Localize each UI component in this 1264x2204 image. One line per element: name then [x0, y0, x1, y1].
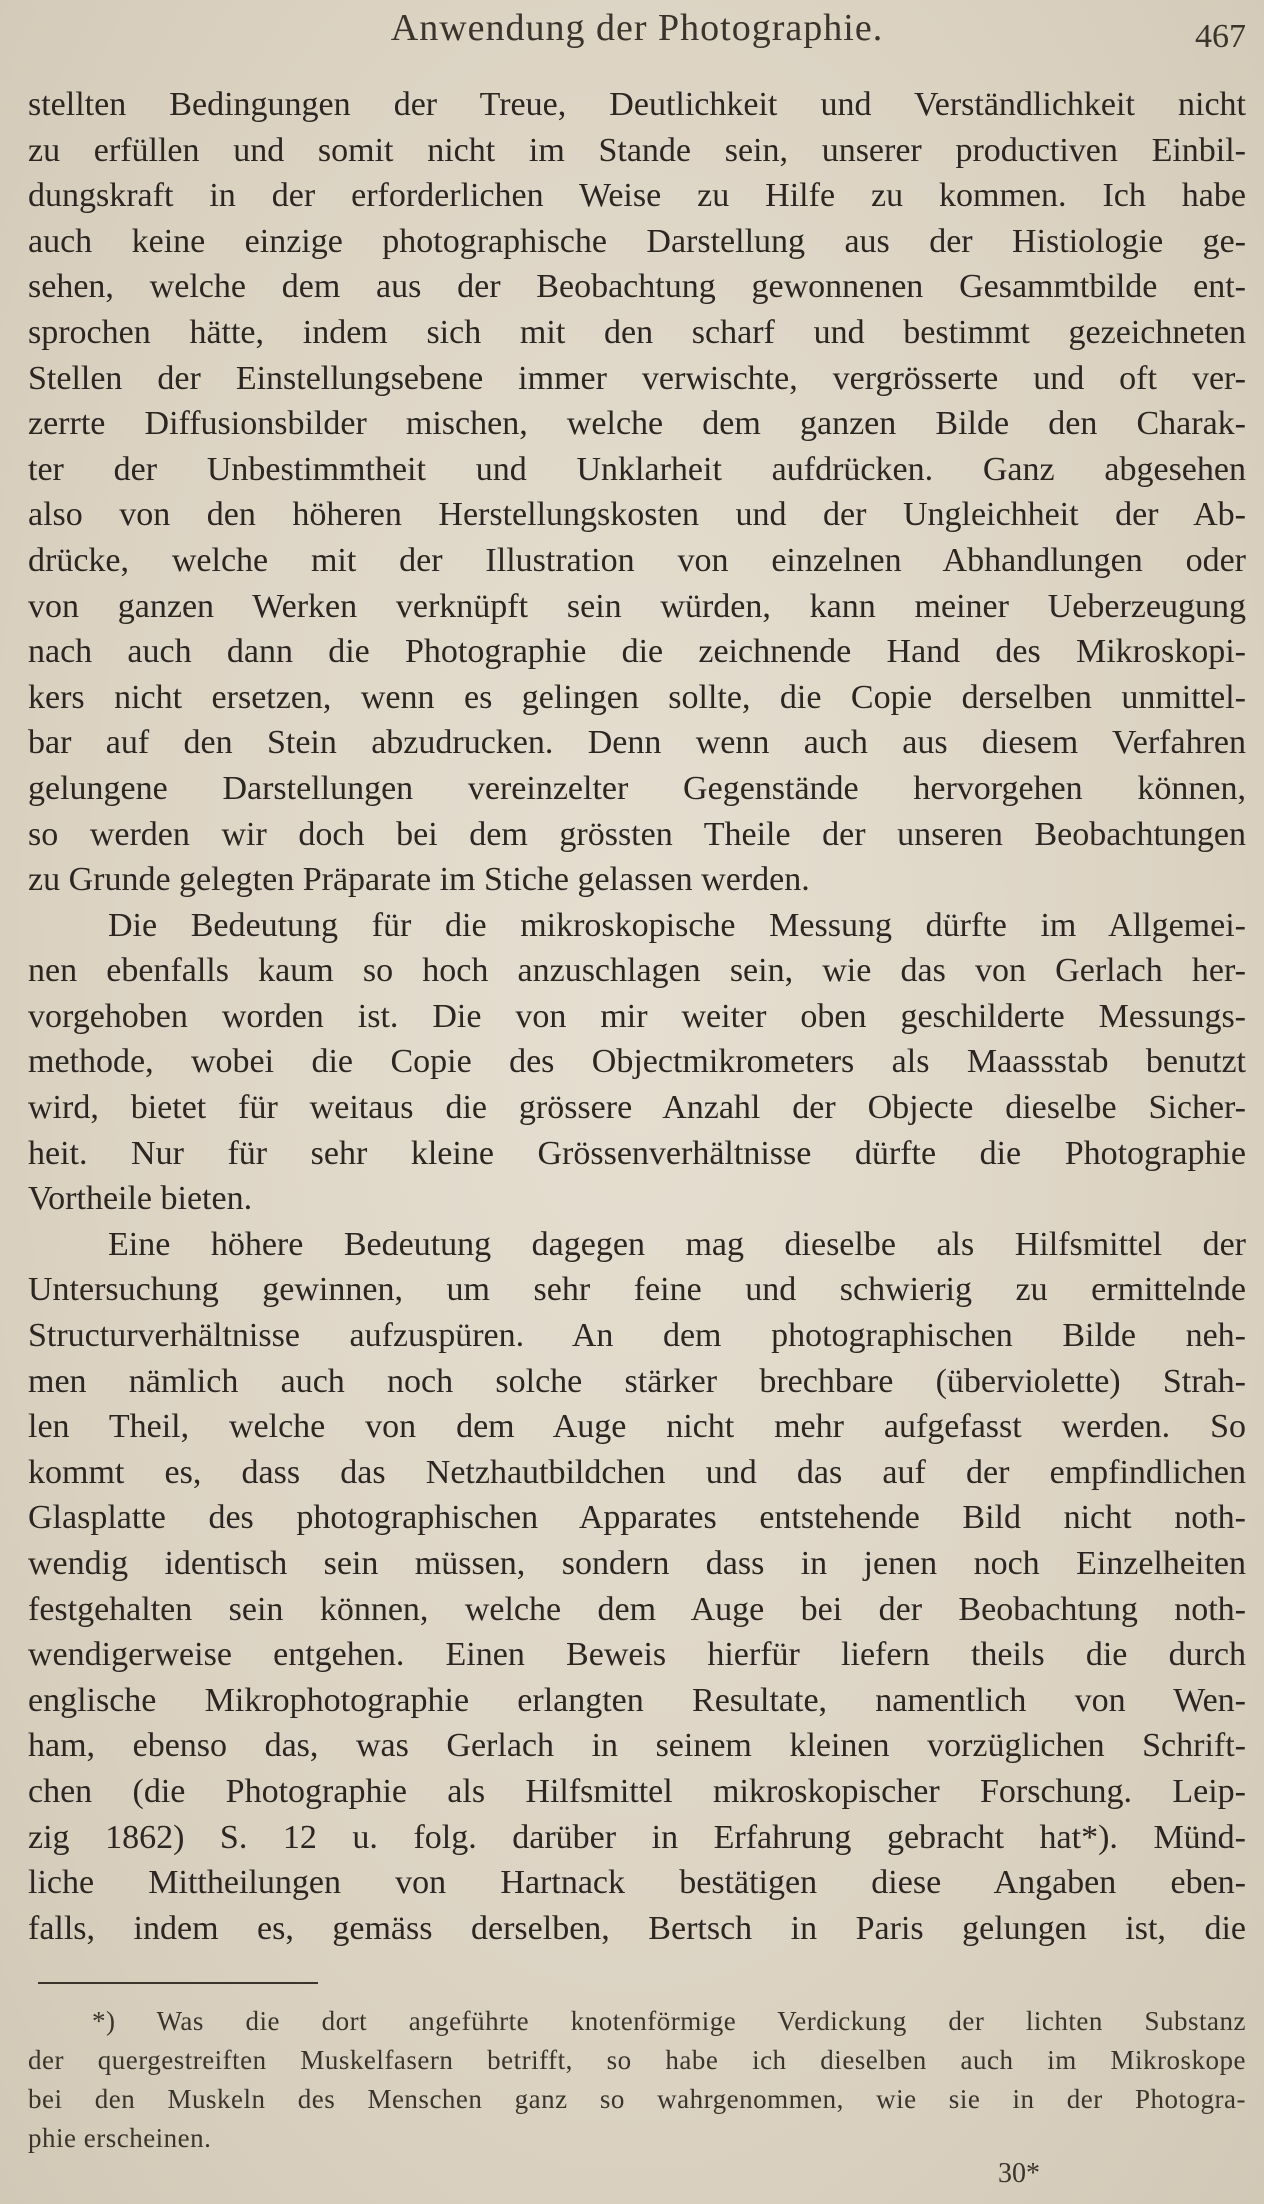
text-line: wendigerweise entgehen. Einen Beweis hierfür liefern theils die durch — [28, 1636, 1246, 1674]
text-line: zu erfüllen und somit nicht im Stande sein, unserer productiven Einbil- — [28, 131, 1246, 169]
footnote-line: phie erscheinen. — [28, 2123, 212, 2153]
text-line: sprochen hätte, indem sich mit den scharf und bestimmt gezeichneten — [28, 313, 1246, 351]
page-header — [28, 6, 1246, 66]
body-text — [28, 82, 1246, 1951]
text-line: wendig identisch sein müssen, sondern dass in jenen noch Einzelheiten — [28, 1545, 1246, 1582]
text-line: ter der Unbestimmtheit und Unklarheit aufdrücken. Ganz abgesehen — [28, 450, 1246, 488]
book-page — [28, 0, 1246, 2204]
text-line: kers nicht ersetzen, wenn es gelingen sollte, die Copie derselben unmittel- — [28, 678, 1246, 716]
text-line: also von den höheren Herstellungskosten und der Ungleichheit der Ab- — [28, 496, 1246, 534]
text-line: Structurverhältnisse aufzuspüren. An dem photographischen Bilde neh- — [28, 1317, 1246, 1355]
text-line: sehen, welche dem aus der Beobachtung gewonnenen Gesammtbilde ent- — [28, 268, 1246, 306]
footnote-line: der quergestreiften Muskelfasern betrifft, so habe ich dieselben auch im Mikroskope — [28, 2045, 1246, 2075]
text-line: nen ebenfalls kaum so hoch anzuschlagen sein, wie das von Gerlach her- — [28, 952, 1246, 990]
paragraph-end-line: zu Grunde gelegten Präparate im Stiche gelassen werden. — [28, 861, 810, 899]
paragraph-end-line: Vortheile bieten. — [28, 1180, 253, 1218]
text-line: liche Mittheilungen von Hartnack bestätigen diese Angaben eben- — [28, 1864, 1246, 1902]
signature-mark: 30* — [998, 2158, 1040, 2189]
text-line: methode, wobei die Copie des Objectmikrometers als Maassstab benutzt — [28, 1043, 1246, 1081]
text-line: auch keine einzige photographische Darstellung aus der Histiologie ge- — [28, 222, 1246, 260]
text-line: von ganzen Werken verknüpft sein würden, kann meiner Ueberzeugung — [28, 587, 1246, 625]
text-line: Glasplatte des photographischen Apparates entstehende Bild nicht noth- — [28, 1499, 1246, 1537]
text-line: Stellen der Einstellungsebene immer verwischte, vergrösserte und oft ver- — [28, 359, 1246, 397]
text-line: ham, ebenso das, was Gerlach in seinem kleinen vorzüglichen Schrift- — [28, 1727, 1246, 1765]
footnote-line: bei den Muskeln des Menschen ganz so wahrgenommen, wie sie in der Photogra- — [28, 2084, 1246, 2114]
footnote-divider — [38, 1982, 318, 1984]
text-line: Untersuchung gewinnen, um sehr feine und schwierig zu ermittelnde — [28, 1271, 1246, 1309]
footnotes — [28, 2002, 1246, 2158]
text-line: falls, indem es, gemäss derselben, Bertsch in Paris gelungen ist, die — [28, 1909, 1246, 1947]
footnote-line: *) Was die dort angeführte knotenförmige Verdickung der lichten Substanz — [92, 2006, 1246, 2036]
running-title: Anwendung der Photographie. — [390, 7, 884, 49]
text-line: stellten Bedingungen der Treue, Deutlichkeit und Verständlichkeit nicht — [28, 86, 1246, 123]
text-line: drücke, welche mit der Illustration von einzelnen Abhandlungen oder — [28, 541, 1246, 579]
text-line: men nämlich auch noch solche stärker brechbare (überviolette) Strah- — [28, 1362, 1246, 1400]
paragraph-start-line: Die Bedeutung für die mikroskopische Messung dürfte im Allgemei- — [108, 906, 1246, 944]
page-number: 467 — [1195, 18, 1246, 55]
paragraph-start-line: Eine höhere Bedeutung dagegen mag dieselbe als Hilfsmittel der — [108, 1225, 1246, 1263]
text-line: zig 1862) S. 12 u. folg. darüber in Erfahrung gebracht hat*). Münd- — [28, 1818, 1246, 1856]
text-line: len Theil, welche von dem Auge nicht mehr aufgefasst werden. So — [28, 1408, 1246, 1446]
text-line: zerrte Diffusionsbilder mischen, welche dem ganzen Bilde den Charak- — [28, 405, 1246, 443]
text-line: englische Mikrophotographie erlangten Resultate, namentlich von Wen- — [28, 1681, 1246, 1719]
text-line: bar auf den Stein abzudrucken. Denn wenn auch aus diesem Verfahren — [28, 724, 1246, 762]
text-line: gelungene Darstellungen vereinzelter Gegenstände hervorgehen können, — [28, 769, 1246, 807]
text-line: wird, bietet für weitaus die grössere Anzahl der Objecte dieselbe Sicher- — [28, 1089, 1246, 1127]
text-line: heit. Nur für sehr kleine Grössenverhältnisse dürfte die Photographie — [28, 1134, 1246, 1172]
text-line: dungskraft in der erforderlichen Weise zu Hilfe zu kommen. Ich habe — [28, 177, 1246, 215]
text-line: nach auch dann die Photographie die zeichnende Hand des Mikroskopi- — [28, 633, 1246, 671]
text-line: festgehalten sein können, welche dem Auge bei der Beobachtung noth- — [28, 1590, 1246, 1628]
text-line: chen (die Photographie als Hilfsmittel mikroskopischer Forschung. Leip- — [28, 1772, 1246, 1810]
text-line: vorgehoben worden ist. Die von mir weiter oben geschilderte Messungs- — [28, 997, 1246, 1035]
text-line: so werden wir doch bei dem grössten Theile der unseren Beobachtungen — [28, 815, 1246, 853]
text-line: kommt es, dass das Netzhautbildchen und das auf der empfindlichen — [28, 1453, 1246, 1491]
